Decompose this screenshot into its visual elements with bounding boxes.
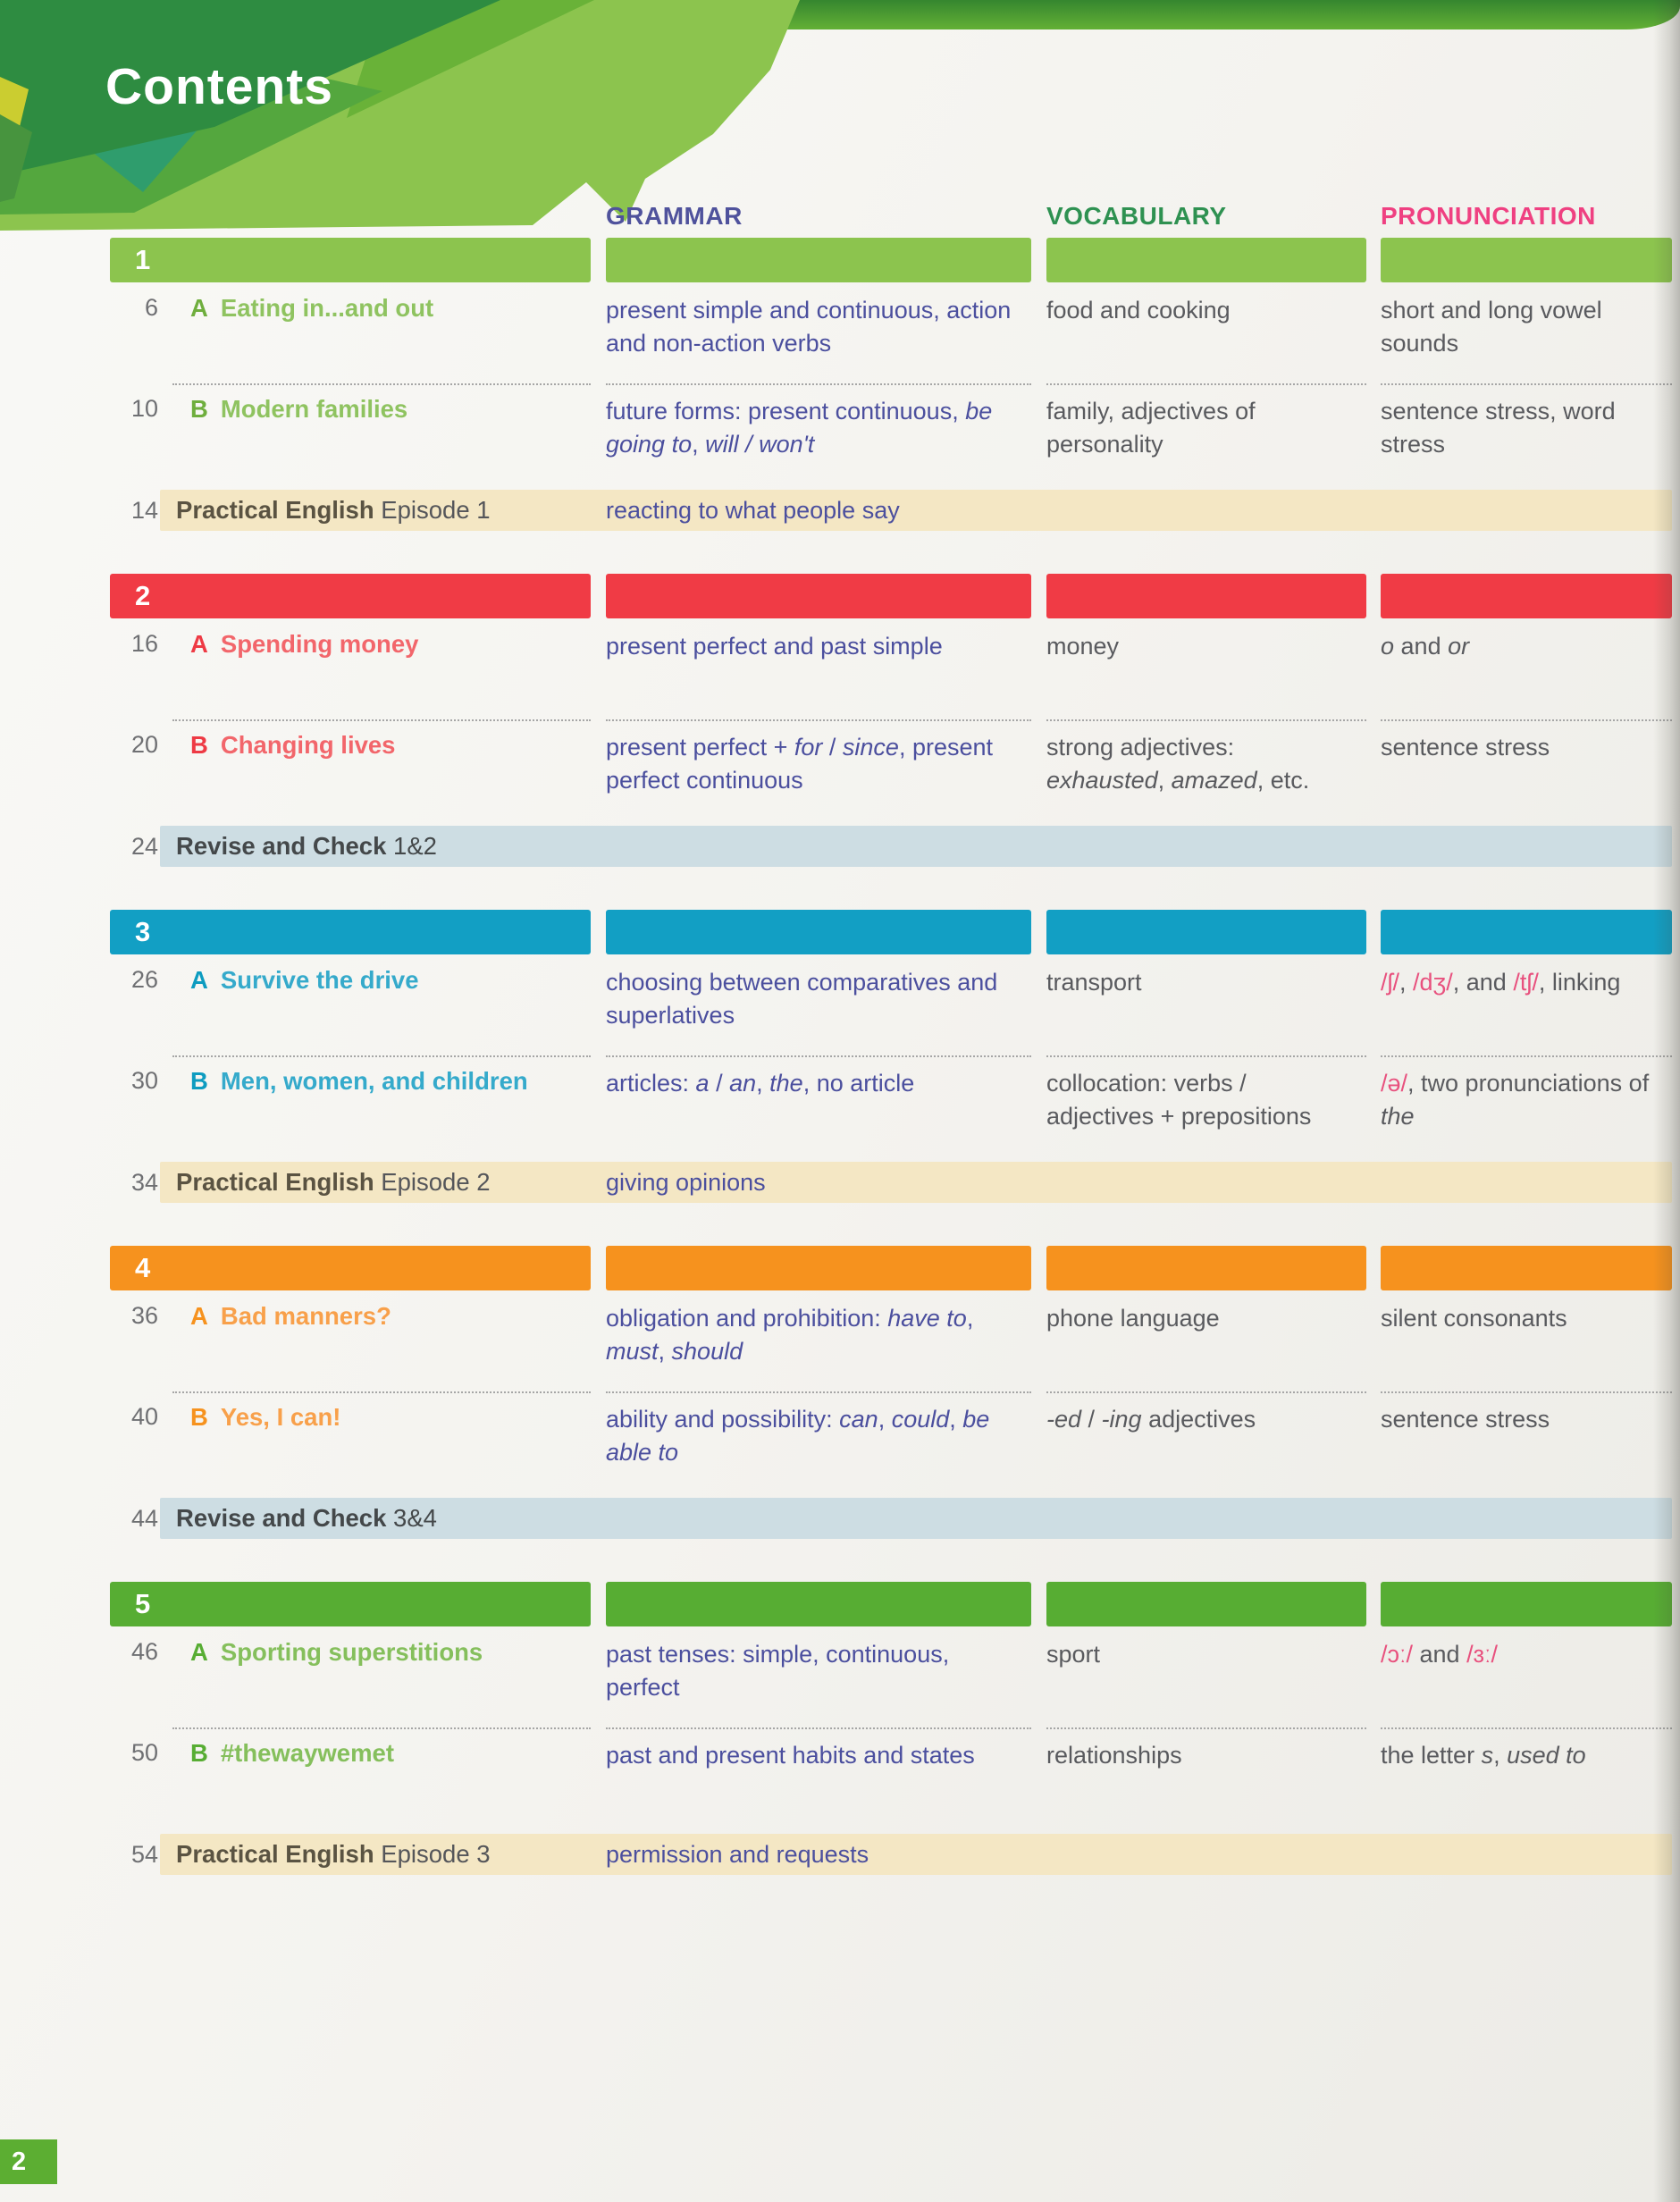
strip-label-bold: Revise and Check [176,1504,387,1532]
grammar-cell: past and present habits and states [606,1742,975,1769]
section-number: 2 [135,580,151,611]
lesson-letter: A [190,1638,208,1666]
pronunciation-cell: sentence stress [1381,1406,1550,1433]
section-color-bars [110,238,1680,282]
page-number: 40 [130,1403,158,1430]
strip-grammar-text: giving opinions [606,1168,766,1196]
strip-label [176,832,437,861]
strip-label-rest: 3&4 [393,1504,437,1532]
pronunciation-bar [1381,574,1672,618]
lesson-row [110,618,1680,719]
strip-row [110,1162,1680,1203]
section-number: 4 [135,1252,151,1283]
lesson-row [110,1055,1680,1160]
vocabulary-cell: family, adjectives of personality [1046,398,1256,458]
pronunciation-cell: silent consonants [1381,1305,1567,1332]
pronunciation-cell: o and or [1381,633,1470,660]
vocabulary-cell: -ed / -ing adjectives [1046,1406,1256,1433]
section-number-bar [110,574,591,618]
page-title: Contents [105,58,333,115]
section-number: 3 [135,916,151,947]
lesson-title [172,630,591,719]
section-number: 1 [135,244,151,275]
strip-row [110,1834,1680,1875]
lesson-title-text: Eating in...and out [220,294,434,322]
strip-row [110,1498,1680,1539]
page-number: 44 [130,1505,158,1532]
lesson-letter: B [190,731,208,759]
strip-grammar-text: reacting to what people say [606,496,900,524]
page-number: 24 [130,833,158,860]
vocabulary-bar [1046,1582,1366,1626]
lesson-title-text: #thewaywemet [220,1739,394,1767]
lesson-row [110,282,1680,383]
section-number: 5 [135,1588,151,1619]
grammar-bar [606,238,1031,282]
pronunciation-bar [1381,238,1672,282]
strip-label-bold: Practical English [176,496,374,524]
pronunciation-cell: /ʃ/, /dʒ/, and /tʃ/, linking [1381,969,1621,996]
vocabulary-cell: phone language [1046,1305,1220,1332]
pronunciation-cell: /ə/, two pronunciations of the [1381,1070,1650,1130]
page-number: 14 [130,497,158,524]
grammar-cell: obligation and prohibition: have to, must, should [606,1305,974,1366]
pronunciation-cell: /ɔː/ and /ɜː/ [1381,1641,1498,1668]
page-number: 46 [130,1638,158,1665]
grammar-cell: present perfect + for / since, present perfect continuous [606,734,993,794]
vocabulary-bar [1046,910,1366,954]
strip-label-bold: Practical English [176,1168,374,1196]
lesson-letter: B [190,1739,208,1767]
page-number: 34 [130,1169,158,1196]
lesson-letter: B [190,1403,208,1431]
vocabulary-cell: collocation: verbs / adjectives + prepositions [1046,1070,1312,1130]
grammar-bar [606,574,1031,618]
page-number: 16 [130,630,158,657]
lesson-title [172,1067,591,1160]
green-fan-decoration [0,0,849,232]
vocabulary-cell: transport [1046,969,1142,996]
lesson-letter: A [190,294,208,322]
vocabulary-bar [1046,574,1366,618]
page-number: 30 [130,1067,158,1094]
page-number: 10 [130,395,158,422]
strip-label [176,496,491,525]
practical-english-strip [160,490,1672,531]
vocabulary-cell: strong adjectives: exhausted, amazed, etc. [1046,734,1310,794]
pronunciation-cell: sentence stress [1381,734,1550,761]
vocabulary-bar [1046,1246,1366,1290]
grammar-cell: future forms: present continuous, be going to, will / won't [606,398,993,458]
pronunciation-bar [1381,1582,1672,1626]
lesson-title-text: Sporting superstitions [220,1638,483,1666]
strip-label-bold: Revise and Check [176,832,387,860]
strip-label-rest: 1&2 [393,832,437,860]
lesson-title-text: Yes, I can! [220,1403,341,1431]
strip-label-bold: Practical English [176,1840,374,1868]
section-color-bars [110,1582,1680,1626]
strip-label [176,1840,491,1869]
vocabulary-cell: money [1046,633,1120,660]
lesson-title-text: Modern families [220,395,408,423]
strip-grammar-text: permission and requests [606,1840,869,1868]
page-number: 36 [130,1302,158,1329]
lesson-letter: B [190,1067,208,1095]
lesson-title [172,1302,591,1391]
pronunciation-cell: short and long vowel sounds [1381,297,1602,357]
grammar-cell: present perfect and past simple [606,633,943,660]
unit-section-2 [0,574,1680,867]
page-header [0,0,1680,238]
grammar-bar [606,1582,1031,1626]
pronunciation-cell: the letter s, used to [1381,1742,1586,1769]
unit-section-3 [0,910,1680,1203]
vocabulary-bar [1046,238,1366,282]
unit-section-1 [0,238,1680,531]
practical-english-strip [160,1834,1672,1875]
section-number-bar [110,1582,591,1626]
page-number: 54 [130,1841,158,1868]
lesson-title [172,1403,591,1496]
page-number: 26 [130,966,158,993]
grammar-bar [606,1246,1031,1290]
revise-and-check-strip [160,826,1672,867]
grammar-column-header: GRAMMAR [606,202,743,230]
lesson-title-text: Spending money [220,630,419,658]
strip-row [110,490,1680,531]
revise-and-check-strip [160,1498,1672,1539]
grammar-cell: past tenses: simple, continuous, perfect [606,1641,950,1702]
strip-label-rest: Episode 1 [381,496,491,524]
practical-english-strip [160,1162,1672,1203]
lesson-row [110,719,1680,824]
lesson-letter: B [190,395,208,423]
lesson-title-text: Changing lives [220,731,396,759]
pronunciation-bar [1381,910,1672,954]
grammar-cell: ability and possibility: can, could, be able to [606,1406,990,1467]
lesson-row [110,1290,1680,1391]
page-number: 6 [144,294,158,321]
lesson-title [172,294,591,383]
lesson-title [172,731,591,824]
lesson-title [172,395,591,488]
section-color-bars [110,574,1680,618]
strip-row [110,826,1680,867]
unit-section-5 [0,1582,1680,1875]
vocabulary-cell: food and cooking [1046,297,1231,324]
pronunciation-cell: sentence stress, word stress [1381,398,1616,458]
pronunciation-column-header: PRONUNCIATION [1381,202,1596,230]
strip-label [176,1504,437,1533]
strip-label-rest: Episode 2 [381,1168,491,1196]
strip-label-rest: Episode 3 [381,1840,491,1868]
lesson-title-text: Survive the drive [220,966,419,994]
lesson-title-text: Men, women, and children [220,1067,528,1095]
unit-section-4 [0,1246,1680,1539]
grammar-bar [606,910,1031,954]
lesson-letter: A [190,966,208,994]
section-number-bar [110,1246,591,1290]
vocabulary-cell: relationships [1046,1742,1182,1769]
lesson-row [110,1391,1680,1496]
lesson-title [172,1739,591,1832]
lesson-letter: A [190,630,208,658]
page-number: 50 [130,1739,158,1766]
lesson-title-text: Bad manners? [220,1302,391,1330]
section-number-bar [110,238,591,282]
column-headers [110,202,1680,231]
lesson-title [172,966,591,1055]
footer-page-number: 2 [0,2139,57,2184]
grammar-cell: choosing between comparatives and superlatives [606,969,998,1030]
section-color-bars [110,910,1680,954]
section-number-bar [110,910,591,954]
vocabulary-column-header: VOCABULARY [1046,202,1227,230]
page-number: 20 [130,731,158,758]
grammar-cell: present simple and continuous, action and non-action verbs [606,297,1012,357]
lesson-row [110,383,1680,488]
section-color-bars [110,1246,1680,1290]
lesson-row [110,1626,1680,1727]
lesson-title [172,1638,591,1727]
pronunciation-bar [1381,1246,1672,1290]
lesson-row [110,1727,1680,1832]
grammar-cell: articles: a / an, the, no article [606,1070,915,1097]
strip-label [176,1168,491,1197]
lesson-letter: A [190,1302,208,1330]
vocabulary-cell: sport [1046,1641,1101,1668]
lesson-row [110,954,1680,1055]
